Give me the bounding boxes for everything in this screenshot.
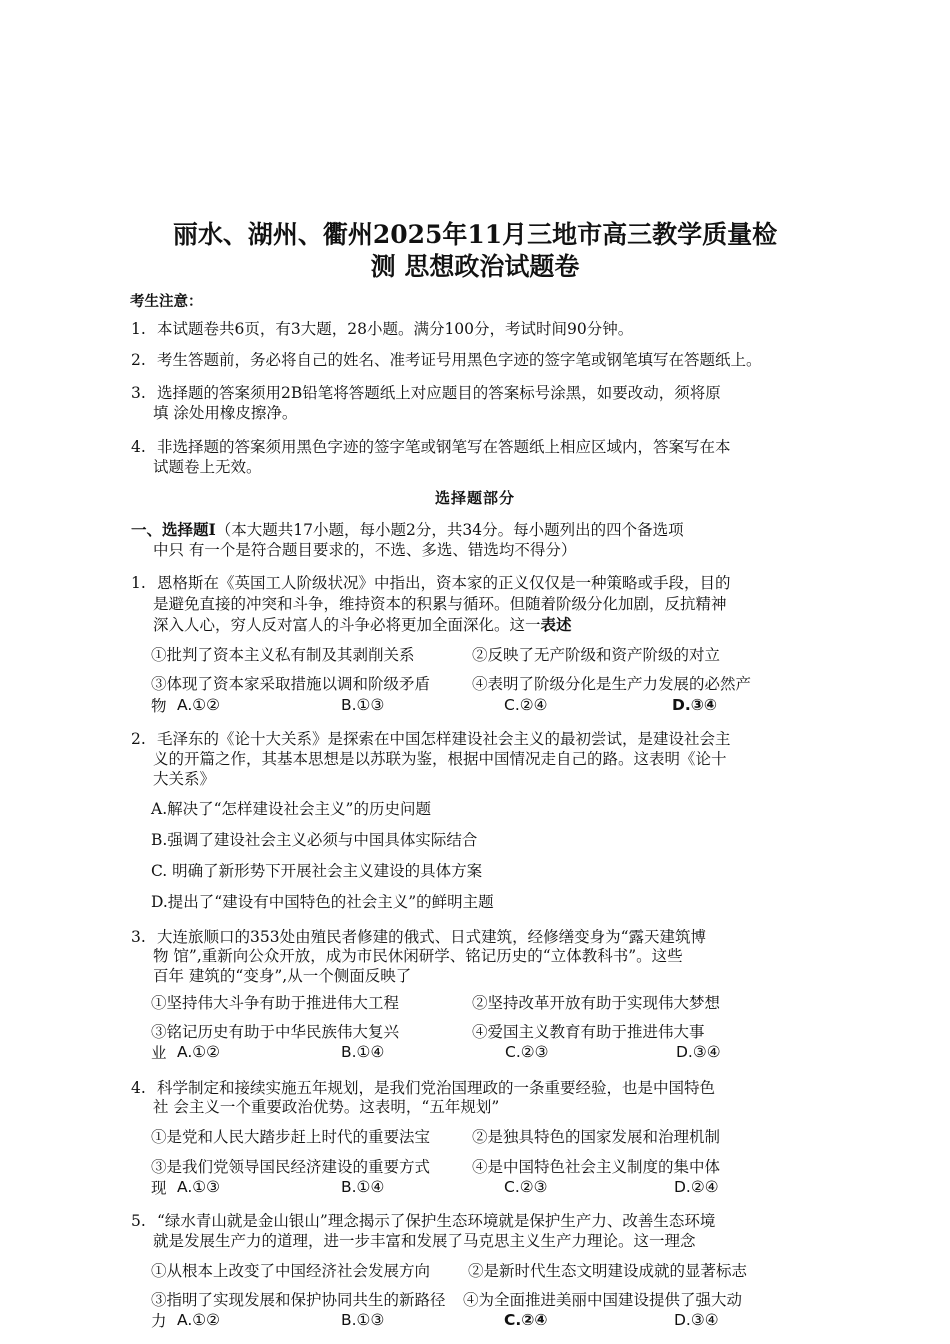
choice-a[interactable]: A.①③	[177, 1178, 221, 1196]
statement-option-tail: 力	[151, 1312, 167, 1330]
part1-desc-line2: 中只 有一个是符合题目要求的，不选、多选、错选均不得分）	[153, 541, 577, 559]
notice-num: 1.	[131, 320, 146, 338]
notice-line: 考生答题前，务必将自己的姓名、准考证号用黑色字迹的签字笔或钢笔填写在答题纸上。	[157, 351, 762, 369]
statement-option: ④表明了阶级分化是生产力发展的必然产	[472, 675, 752, 691]
part1-desc: （本大题共17小题，每小题2分，共34分。每小题列出的四个备选项	[215, 521, 684, 539]
choice-a[interactable]: A.①②	[177, 1043, 221, 1061]
question-stem: 科学制定和接续实施五年规划，是我们党治国理政的一条重要经验，也是中国特色	[157, 1079, 716, 1097]
question-number: 1.	[131, 574, 146, 592]
statement-option: ②是独具特色的国家发展和治理机制	[472, 1128, 721, 1146]
question-stem: 大关系》	[153, 770, 216, 788]
choice-c[interactable]: C.②④	[504, 1311, 548, 1329]
statement-option: ③指明了实现发展和保护协同共生的新路径	[151, 1291, 446, 1309]
statement-option: ①从根本上改变了中国经济社会发展方向	[151, 1262, 431, 1280]
statement-option: ④爱国主义教育有助于推进伟大事	[472, 1023, 705, 1041]
part1-header	[131, 519, 684, 541]
stem-bold: 表述	[540, 615, 572, 634]
choice-d[interactable]: D.③④	[674, 1311, 719, 1329]
choice-c[interactable]: C.②③	[505, 1043, 549, 1061]
statement-option: ①是党和人民大踏步赶上时代的重要法宝	[151, 1128, 431, 1146]
choice-b[interactable]: B.①③	[341, 696, 385, 714]
question-stem: 毛泽东的《论十大关系》是探索在中国怎样建设社会主义的最初尝试，是建设社会主	[157, 730, 731, 748]
notice-line: 本试题卷共6页，有3大题，28小题。满分100分，考试时间90分钟。	[157, 320, 634, 338]
question-number: 2.	[131, 730, 146, 748]
statement-option: ②是新时代生态文明建设成就的显著标志	[468, 1262, 748, 1280]
question-stem: 是避免直接的冲突和斗争，维持资本的积累与循环。但随着阶级分化加剧，反抗精神	[153, 595, 727, 613]
statement-option: ③体现了资本家采取措施以调和阶级矛盾	[151, 675, 431, 693]
question-stem: 就是发展生产力的道理，进一步丰富和发展了马克思主义生产力理论。这一理念	[153, 1232, 696, 1250]
choice-d[interactable]: D.③④	[672, 696, 718, 714]
question-number: 3.	[131, 928, 146, 946]
question-stem: “绿水青山就是金山银山”理念揭示了保护生态环境就是保护生产力、改善生态环境	[157, 1212, 716, 1230]
choice-c[interactable]: C.②④	[504, 696, 548, 714]
part1-label: 一、选择题Ⅰ	[131, 520, 216, 539]
question-stem: 百年 建筑的“变身”,从一个侧面反映了	[153, 967, 412, 985]
statement-option-tail: 物	[151, 697, 167, 715]
exam-title-line2: 测 思想政治试题卷	[370, 252, 580, 281]
question-number: 4.	[131, 1079, 146, 1097]
question-stem: 大连旅顺口的353处由殖民者修建的俄式、日式建筑，经修缮变身为“露天建筑博	[157, 928, 707, 946]
choice-d[interactable]: D.③④	[676, 1043, 721, 1061]
choice-d[interactable]: D.提出了“建设有中国特色的社会主义”的鲜明主题	[151, 893, 494, 911]
statement-option-tail: 现	[151, 1179, 167, 1197]
question-stem: 义的开篇之作，其基本思想是以苏联为鉴，根据中国情况走自己的路。这表明《论十	[153, 750, 727, 768]
choice-a[interactable]: A.①②	[177, 696, 221, 714]
question-stem: 物 馆”,重新向公众开放，成为市民休闲研学、铭记历史的“立体教科书”。这些	[153, 947, 683, 965]
question-stem: 社 会主义一个重要政治优势。这表明，“五年规划”	[153, 1098, 500, 1116]
notice-line: 试题卷上无效。	[153, 458, 262, 476]
question-number: 5.	[131, 1212, 146, 1230]
statement-option: ③铭记历史有助于中华民族伟大复兴	[151, 1023, 400, 1041]
notice-num: 2.	[131, 351, 146, 369]
statement-option: ③是我们党领导国民经济建设的重要方式	[151, 1158, 431, 1176]
notice-line: 选择题的答案须用2B铅笔将答题纸上对应题目的答案标号涂黑，如要改动，须将原	[157, 384, 721, 402]
choice-a[interactable]: A.①②	[177, 1311, 221, 1329]
exam-title-line1: 丽水、湖州、衢州2025年11月三地市高三教学质量检	[172, 220, 778, 249]
choice-b[interactable]: B.强调了建设社会主义必须与中国具体实际结合	[151, 831, 478, 849]
notice-num: 3.	[131, 384, 146, 402]
choice-c[interactable]: C.②③	[504, 1178, 548, 1196]
statement-option: ①坚持伟大斗争有助于推进伟大工程	[151, 994, 400, 1012]
statement-option-tail: 业	[151, 1044, 167, 1062]
notice-line: 非选择题的答案须用黑色字迹的签字笔或钢笔写在答题纸上相应区域内，答案写在本	[157, 438, 731, 456]
choice-a[interactable]: A.解决了“怎样建设社会主义”的历史问题	[151, 800, 431, 818]
notice-num: 4.	[131, 438, 146, 456]
statement-option: ④是中国特色社会主义制度的集中体	[472, 1158, 721, 1176]
choice-c[interactable]: C. 明确了新形势下开展社会主义建设的具体方案	[151, 862, 483, 880]
statement-option: ②坚持改革开放有助于实现伟大梦想	[472, 994, 721, 1012]
question-stem: 恩格斯在《英国工人阶级状况》中指出，资本家的正义仅仅是一种策略或手段，目的	[157, 574, 731, 592]
statement-option: ②反映了无产阶级和资产阶级的对立	[472, 646, 721, 664]
choice-b[interactable]: B.①④	[341, 1178, 385, 1196]
notice-heading: 考生注意：	[130, 293, 203, 310]
choice-d[interactable]: D.②④	[674, 1178, 719, 1196]
notice-line: 填 涂处用橡皮擦净。	[153, 404, 298, 422]
statement-option: ④为全面推进美丽中国建设提供了强大动	[463, 1291, 743, 1309]
stem-text: 深入人心，穷人反对富人的斗争必将更加全面深化。这一	[153, 616, 541, 634]
question-stem	[153, 614, 572, 636]
choice-b[interactable]: B.①③	[341, 1311, 385, 1329]
section-title: 选择题部分	[434, 489, 515, 507]
choice-b[interactable]: B.①④	[341, 1043, 385, 1061]
statement-option: ①批判了资本主义私有制及其剥削关系	[151, 646, 415, 664]
